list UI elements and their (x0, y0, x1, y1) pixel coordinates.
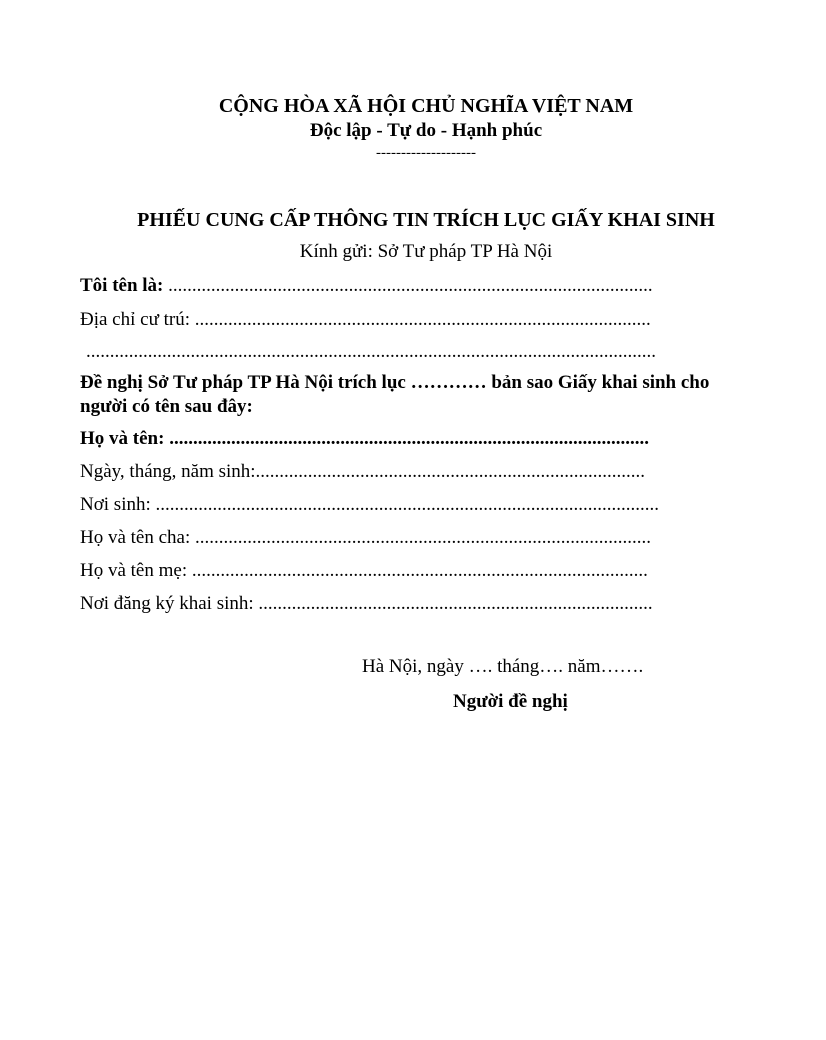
subject-mother-dots: ................................................................................................ (187, 561, 648, 580)
requester-signature-title: Người đề nghị (453, 691, 568, 712)
subject-pob-dots: .......................................................................................................... (150, 495, 659, 514)
subject-pob-label: Nơi sinh: (80, 495, 151, 514)
addressee-line: Kính gửi: Sở Tư pháp TP Hà Nội (299, 241, 553, 262)
subject-mother-label: Họ và tên mẹ: (80, 561, 188, 580)
form-title: PHIẾU CUNG CẤP THÔNG TIN TRÍCH LỤC GIẤY KHAI SINH (137, 209, 715, 231)
subject-pob-field (80, 495, 704, 514)
applicant-name-label: Tôi tên là: (80, 276, 164, 295)
subject-dob-field (80, 462, 704, 481)
header-separator: -------------------- (376, 145, 476, 161)
applicant-address-dots: ................................................................................................ (190, 310, 651, 329)
request-text-line-2: người có tên sau đây: (80, 396, 253, 417)
subject-dob-label: Ngày, tháng, năm sinh: (80, 462, 256, 481)
applicant-name-dots: ...................................................................................................... (163, 276, 653, 295)
place-date-line: Hà Nội, ngày …. tháng…. năm……. (362, 656, 644, 677)
applicant-address-continuation: ........................................................................................................................ (86, 342, 656, 361)
subject-name-dots: ..................................................................................................... (164, 429, 649, 448)
subject-name-field (80, 429, 704, 448)
subject-mother-field (80, 561, 704, 580)
request-text-line-1: Đề nghị Sở Tư pháp TP Hà Nội trích lục ………… bản sao Giấy khai sinh cho (80, 372, 710, 393)
subject-dob-dots: .................................................................................. (255, 462, 646, 481)
national-title: CỘNG HÒA XÃ HỘI CHỦ NGHĨA VIỆT NAM (218, 95, 634, 117)
applicant-address-label: Địa chỉ cư trú: (80, 310, 191, 329)
subject-father-dots: ................................................................................................ (190, 528, 652, 547)
subject-name-label: Họ và tên: (80, 429, 165, 448)
subject-father-field (80, 528, 704, 547)
subject-father-label: Họ và tên cha: (80, 528, 191, 547)
subject-registration-place-dots: ................................................................................... (253, 594, 653, 613)
subject-registration-place-label: Nơi đăng ký khai sinh: (80, 594, 254, 613)
national-motto: Độc lập - Tự do - Hạnh phúc (309, 120, 543, 141)
subject-registration-place-field (80, 594, 704, 613)
applicant-address-field (80, 310, 704, 329)
applicant-name-field (80, 276, 704, 295)
